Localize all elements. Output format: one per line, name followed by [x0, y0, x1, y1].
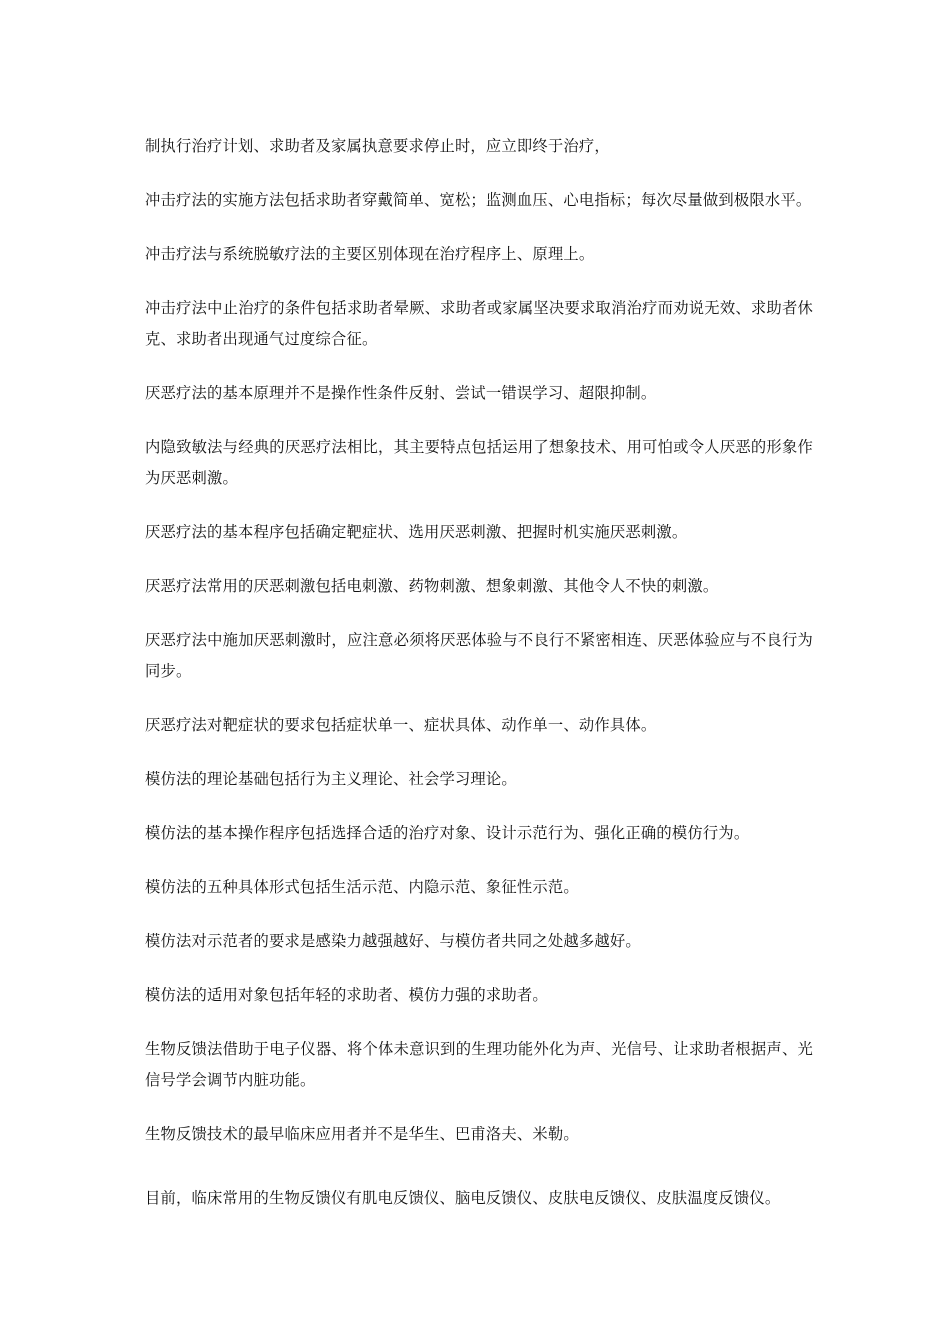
paragraph: 模仿法的五种具体形式包括生活示范、内隐示范、象征性示范。: [145, 878, 579, 896]
paragraph: 模仿法的适用对象包括年轻的求助者、模仿力强的求助者。: [145, 986, 548, 1004]
paragraph: 厌恶疗法常用的厌恶刺激包括电刺激、药物刺激、想象刺激、其他令人不快的刺激。: [145, 577, 719, 595]
paragraph: 目前，临床常用的生物反馈仪有肌电反馈仪、脑电反馈仪、皮肤电反馈仪、皮肤温度反馈仪。: [145, 1189, 781, 1207]
paragraph: 生物反馈技术的最早临床应用者并不是华生、巴甫洛夫、米勒。: [145, 1125, 579, 1143]
paragraph: 厌恶疗法的基本原理并不是操作性条件反射、尝试一错误学习、超限抑制。: [145, 384, 657, 402]
paragraph: 厌恶疗法中施加厌恶刺激时，应注意必须将厌恶体验与不良行不紧密相连、厌恶体验应与不良行为同步。: [145, 631, 813, 680]
document-page: [145, 131, 813, 1237]
paragraph: 模仿法对示范者的要求是感染力越强越好、与模仿者共同之处越多越好。: [145, 932, 641, 950]
paragraph: 内隐致敏法与经典的厌恶疗法相比，其主要特点包括运用了想象技术、用可怕或令人厌恶的形象作为厌恶刺激。: [145, 438, 813, 487]
paragraph: 厌恶疗法对靶症状的要求包括症状单一、症状具体、动作单一、动作具体。: [145, 716, 657, 734]
paragraph: 冲击疗法中止治疗的条件包括求助者晕厥、求助者或家属坚决要求取消治疗而劝说无效、求助者休克、求助者出现通气过度综合征。: [145, 299, 813, 348]
paragraph: 冲击疗法的实施方法包括求助者穿戴简单、宽松；监测血压、心电指标；每次尽量做到极限水平。: [145, 191, 812, 209]
paragraph: 厌恶疗法的基本程序包括确定靶症状、选用厌恶刺激、把握时机实施厌恶刺激。: [145, 523, 688, 541]
paragraph: 模仿法的基本操作程序包括选择合适的治疗对象、设计示范行为、强化正确的模仿行为。: [145, 824, 750, 842]
paragraph: 制执行治疗计划、求助者及家属执意要求停止时，应立即终于治疗，: [145, 137, 610, 155]
paragraph: 模仿法的理论基础包括行为主义理论、社会学习理论。: [145, 770, 517, 788]
paragraph: 冲击疗法与系统脱敏疗法的主要区别体现在治疗程序上、原理上。: [145, 245, 595, 263]
paragraph: 生物反馈法借助于电子仪器、将个体未意识到的生理功能外化为声、光信号、让求助者根据声、光信号学会调节内脏功能。: [145, 1040, 813, 1089]
